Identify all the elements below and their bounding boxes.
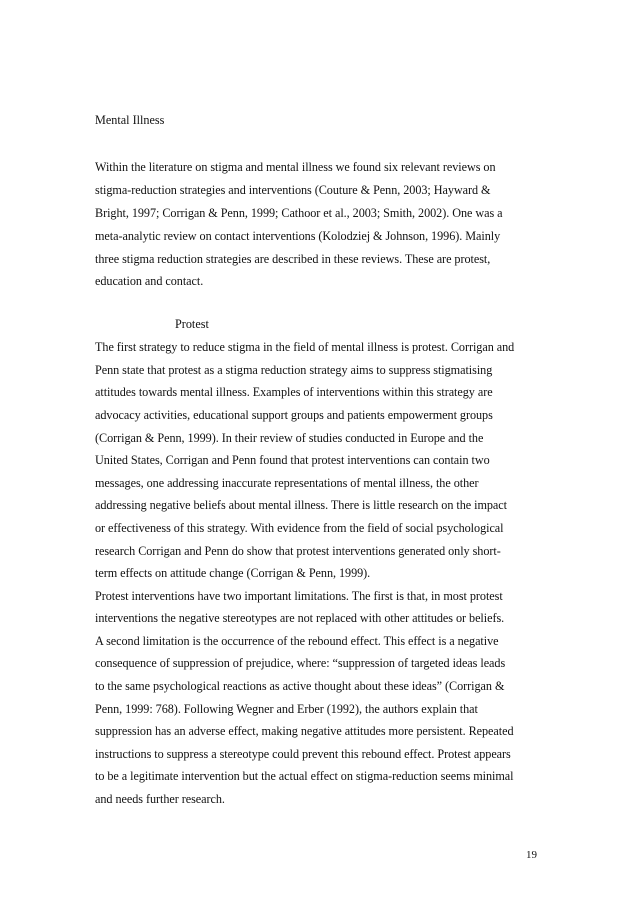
subsection-heading: Protest [175, 317, 209, 331]
paragraph-line: to the same psychological reactions as active thought about these ideas” (Corrigan & [95, 679, 505, 693]
paragraph-line: or effectiveness of this strategy. With evidence from the field of social psychological [95, 521, 504, 535]
paragraph-line: consequence of suppression of prejudice, where: “suppression of targeted ideas leads [95, 656, 506, 670]
paragraph-line: stigma-reduction strategies and interventions (Couture & Penn, 2003; Hayward & [95, 183, 491, 197]
paragraph-line: United States, Corrigan and Penn found that protest interventions can contain two [95, 453, 490, 467]
paragraph-line: instructions to suppress a stereotype could prevent this rebound effect. Protest appears [95, 747, 511, 761]
paragraph-line: A second limitation is the occurrence of the rebound effect. This effect is a negative [95, 634, 499, 648]
paragraph-line: education and contact. [95, 274, 204, 288]
page-number: 19 [526, 849, 537, 861]
paragraph-line: messages, one addressing inaccurate representations of mental illness, the other [95, 476, 479, 490]
paragraph-line: attitudes towards mental illness. Examples of interventions within this strategy are [95, 385, 493, 399]
paragraph-line: Penn state that protest as a stigma reduction strategy aims to suppress stigmatising [95, 363, 493, 377]
section-heading: Mental Illness [95, 113, 165, 127]
paragraph-line: to be a legitimate intervention but the actual effect on stigma-reduction seems minimal [95, 769, 514, 783]
paragraph-line: interventions the negative stereotypes are not replaced with other attitudes or beliefs. [95, 611, 505, 625]
paragraph-line: and needs further research. [95, 792, 225, 806]
paragraph-line: suppression has an adverse effect, making negative attitudes more persistent. Repeated [95, 724, 514, 738]
paragraph-line: advocacy activities, educational support groups and patients empowerment groups [95, 408, 493, 422]
paragraph-line: term effects on attitude change (Corrigan & Penn, 1999). [95, 566, 371, 580]
paragraph-line: Penn, 1999: 768). Following Wegner and Erber (1992), the authors explain that [95, 702, 478, 716]
paragraph-line: addressing negative beliefs about mental illness. There is little research on the impact [95, 498, 507, 512]
paragraph-line: research Corrigan and Penn do show that protest interventions generated only short- [95, 544, 501, 558]
paragraph-line: (Corrigan & Penn, 1999). In their review of studies conducted in Europe and the [95, 431, 484, 445]
paragraph-line: The first strategy to reduce stigma in the field of mental illness is protest. Corrigan and [95, 340, 515, 354]
paragraph-line: Protest interventions have two important limitations. The first is that, in most protest [95, 589, 503, 603]
paragraph-line: meta-analytic review on contact interventions (Kolodziej & Johnson, 1996). Mainly [95, 229, 501, 243]
paragraph-line: three stigma reduction strategies are described in these reviews. These are protest, [95, 252, 491, 266]
paragraph-line: Within the literature on stigma and mental illness we found six relevant reviews on [95, 160, 496, 174]
paragraph-line: Bright, 1997; Corrigan & Penn, 1999; Cathoor et al., 2003; Smith, 2002). One was a [95, 206, 503, 220]
